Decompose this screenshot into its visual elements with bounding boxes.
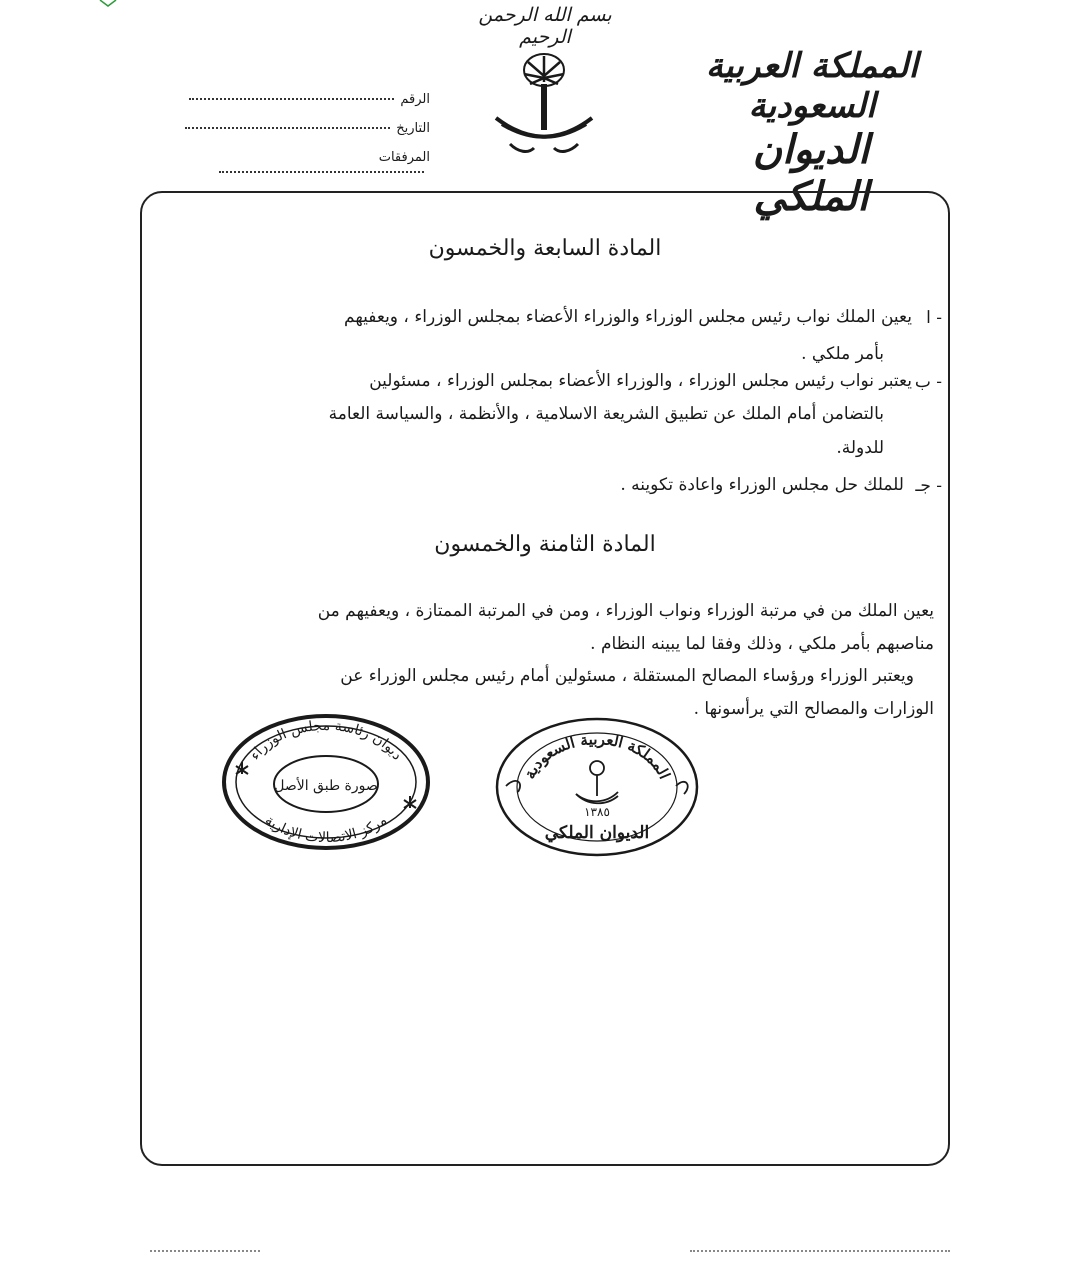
meta-field-attachments [170, 150, 430, 180]
article-58-heading: المادة الثامنة والخمسون [434, 532, 656, 557]
seal-bottom-text: الديوان الملكي [544, 823, 650, 843]
corner-mark-icon [98, 0, 118, 10]
item-a-marker: ا - [926, 308, 942, 328]
meta-label-number: الرقم [400, 92, 430, 107]
stamp-left-top-text: ديوان رئاسة مجلس الوزراء [246, 718, 406, 764]
item-b-marker: ب - [914, 372, 942, 392]
seal-top-text: المملكة العربية السعودية [520, 730, 674, 782]
seal-year-text: ١٣٨٥ [584, 805, 610, 819]
meta-label-attachments: المرفقات [378, 150, 430, 165]
item-a-line-2: بأمر ملكي . [801, 344, 884, 364]
footer-fragment-right [690, 1250, 950, 1258]
article-57-heading: المادة السابعة والخمسون [428, 236, 662, 261]
item-b-line-3: للدولة. [836, 438, 884, 458]
svg-text:المملكة العربية السعودية [520, 730, 673, 782]
item-b-line-1: يعتبر نواب رئيس مجلس الوزراء ، والوزراء الأعضاء بمجلس الوزراء ، مسئولين [369, 371, 912, 391]
basmala: بسم الله الرحمن الرحيم [478, 4, 612, 48]
royal-court-title: الديوان الملكي [752, 126, 870, 220]
meta-dots [189, 98, 394, 100]
article-58-line-1: يعين الملك من في مرتبة الوزراء ونواب الوزراء ، ومن في المرتبة الممتازة ، ويعفيهم من [317, 601, 934, 621]
meta-dots [185, 127, 390, 129]
stamp-left-bottom-text: مركز الاتصالات الإدارية [261, 812, 391, 847]
meta-field-number [170, 92, 430, 107]
meta-label-date: التاريخ [396, 121, 430, 136]
stamp-left-inner-text: صورة طبق الأصل [274, 778, 378, 794]
item-b-line-2: بالتضامن أمام الملك عن تطبيق الشريعة الاسلامية ، والأنظمة ، والسياسة العامة [328, 404, 884, 424]
saudi-emblem-icon [488, 48, 600, 166]
article-58-line-3: ويعتبر الوزراء ورؤساء المصالح المستقلة ، مسئولين أمام رئيس مجلس الوزراء عن [340, 666, 914, 686]
royal-court-seal [494, 716, 700, 858]
meta-dots [219, 171, 424, 173]
article-58-line-4: الوزارات والمصالح التي يرأسونها . [693, 699, 934, 719]
article-58-line-2: مناصبهم بأمر ملكي ، وذلك وفقا لما يبينه النظام . [590, 634, 934, 654]
council-of-ministers-stamp [220, 712, 432, 852]
item-a-line-1: يعين الملك نواب رئيس مجلس الوزراء والوزراء الأعضاء بمجلس الوزراء ، ويعفيهم [344, 307, 912, 327]
item-c-line-1: للملك حل مجلس الوزراء واعادة تكوينه . [620, 475, 904, 495]
meta-field-date [170, 121, 430, 136]
kingdom-title: المملكة العربية السعودية [705, 46, 919, 126]
footer-fragment-left [150, 1250, 260, 1258]
item-c-marker: جـ - [915, 476, 942, 496]
